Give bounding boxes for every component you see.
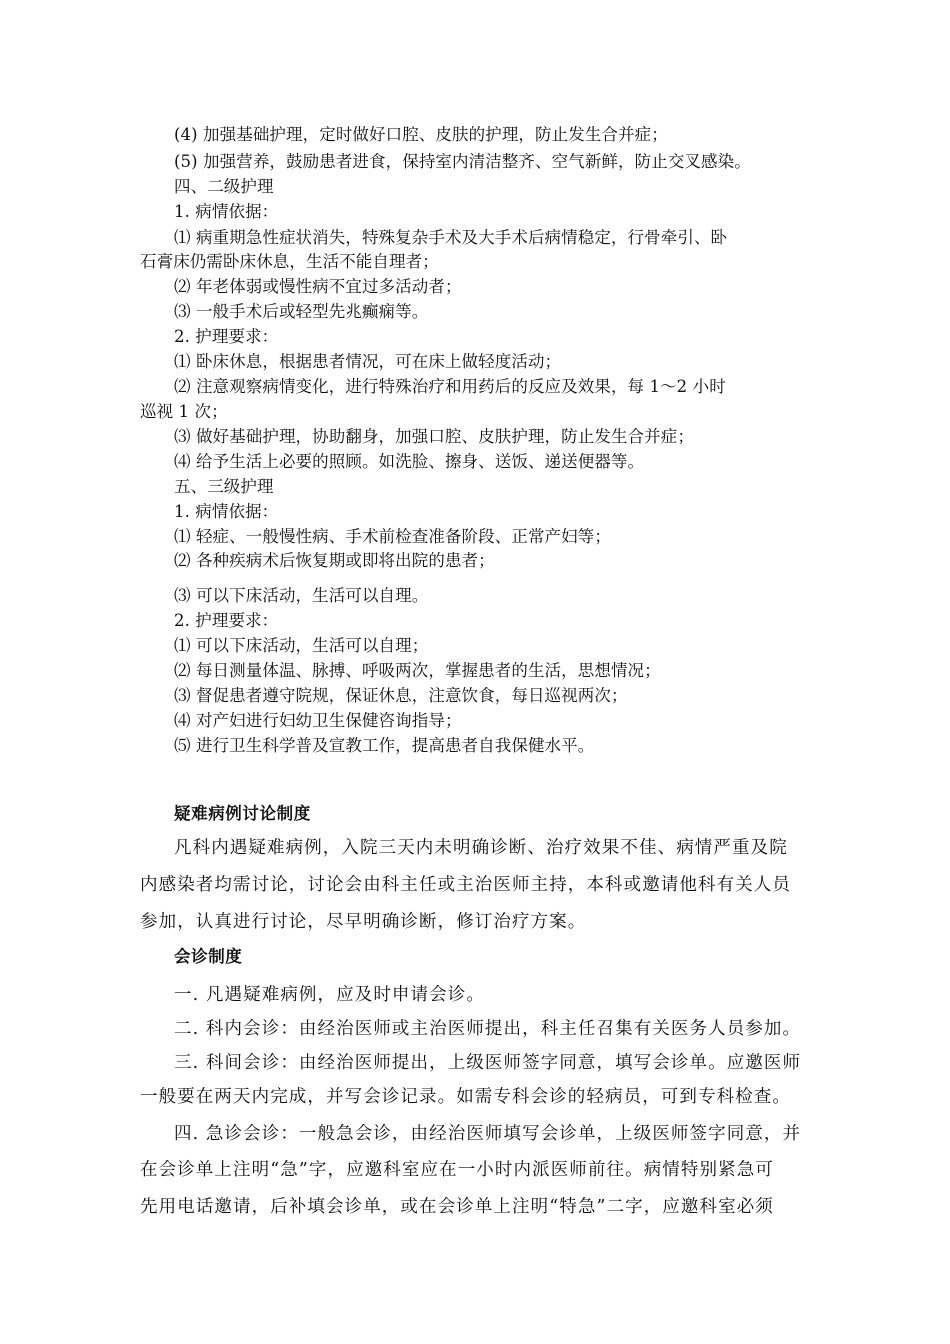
subheading-care-requirements: 2. 护理要求： <box>174 327 279 346</box>
text-line: ⑵ 年老体弱或慢性病不宜过多活动者； <box>174 277 462 296</box>
text-line: ⑵ 注意观察病情变化，进行特殊治疗和用药后的反应及效果，每 1～2 小时 <box>174 377 726 396</box>
subheading-condition-basis: 1. 病情依据： <box>174 202 279 221</box>
paragraph-line: 一. 凡遇疑难病例，应及时申请会诊。 <box>174 985 485 1005</box>
paragraph-line: 凡科内遇疑难病例，入院三天内未明确诊断、治疗效果不佳、病情严重及院 <box>174 838 788 858</box>
text-line: ⑶ 做好基础护理，协助翻身，加强口腔、皮肤护理，防止发生合并症； <box>174 427 694 446</box>
text-line: ⑶ 一般手术后或轻型先兆癫痫等。 <box>174 302 429 321</box>
paragraph-line: 一般要在两天内完成，并写会诊记录。如需专科会诊的轻病员，可到专科检查。 <box>140 1087 791 1107</box>
text-line: ⑴ 可以下床活动，生活可以自理； <box>174 636 429 655</box>
section-heading-consultation: 会诊制度 <box>174 947 243 966</box>
paragraph-line: 四. 急诊会诊：一般急会诊，由经治医师填写会诊单，上级医师签字同意，并 <box>174 1124 802 1144</box>
text-line: ⑷ 对产妇进行妇幼卫生保健咨询指导； <box>174 711 462 730</box>
text-line: (5) 加强营养，鼓励患者进食，保持室内清洁整齐、空气新鲜，防止交叉感染。 <box>174 152 751 171</box>
paragraph-line: 内感染者均需讨论，讨论会由科主任或主治医师主持，本科或邀请他科有关人员 <box>140 875 791 895</box>
text-line: ⑵ 各种疾病术后恢复期或即将出院的患者； <box>174 551 495 570</box>
text-line: 石膏床仍需卧床休息，生活不能自理者； <box>140 252 439 271</box>
section-heading-difficult-case: 疑难病例讨论制度 <box>174 804 311 823</box>
paragraph-line: 在会诊单上注明“急”字，应邀科室应在一小时内派医师前往。病情特别紧急可 <box>140 1160 774 1180</box>
text-line: ⑶ 督促患者遵守院规，保证休息，注意饮食，每日巡视两次； <box>174 686 628 705</box>
paragraph-line: 二. 科内会诊：由经治医师或主治医师提出，科主任召集有关医务人员参加。 <box>174 1019 802 1039</box>
text-line: 巡视 1 次； <box>140 402 228 421</box>
text-line: ⑷ 给予生活上必要的照顾。如洗脸、擦身、送饭、递送便器等。 <box>174 452 645 471</box>
subheading-condition-basis: 1. 病情依据： <box>174 502 279 521</box>
section-heading-tertiary-care: 五、三级护理 <box>174 477 274 496</box>
text-line: ⑴ 卧床休息，根据患者情况，可在床上做轻度活动； <box>174 352 562 371</box>
paragraph-line: 先用电话邀请，后补填会诊单，或在会诊单上注明“特急”二字，应邀科室必须 <box>140 1197 774 1217</box>
paragraph-line: 参加，认真进行讨论，尽早明确诊断，修订治疗方案。 <box>140 912 587 932</box>
paragraph-line: 三. 科间会诊：由经治医师提出，上级医师签字同意，填写会诊单。应邀医师 <box>174 1053 802 1073</box>
text-line: ⑵ 每日测量体温、脉搏、呼吸两次，掌握患者的生活，思想情况； <box>174 661 661 680</box>
section-heading-secondary-care: 四、二级护理 <box>174 177 274 196</box>
text-line: ⑴ 轻症、一般慢性病、手术前检查准备阶段、正常产妇等； <box>174 527 611 546</box>
text-line: ⑸ 进行卫生科学普及宣教工作，提高患者自我保健水平。 <box>174 736 595 755</box>
subheading-care-requirements: 2. 护理要求： <box>174 611 279 630</box>
text-line: (4) 加强基础护理，定时做好口腔、皮肤的护理，防止发生合并症； <box>174 125 668 144</box>
text-line: ⑶ 可以下床活动，生活可以自理。 <box>174 586 429 605</box>
text-line: ⑴ 病重期急性症状消失，特殊复杂手术及大手术后病情稳定，行骨牵引、卧 <box>174 228 728 247</box>
